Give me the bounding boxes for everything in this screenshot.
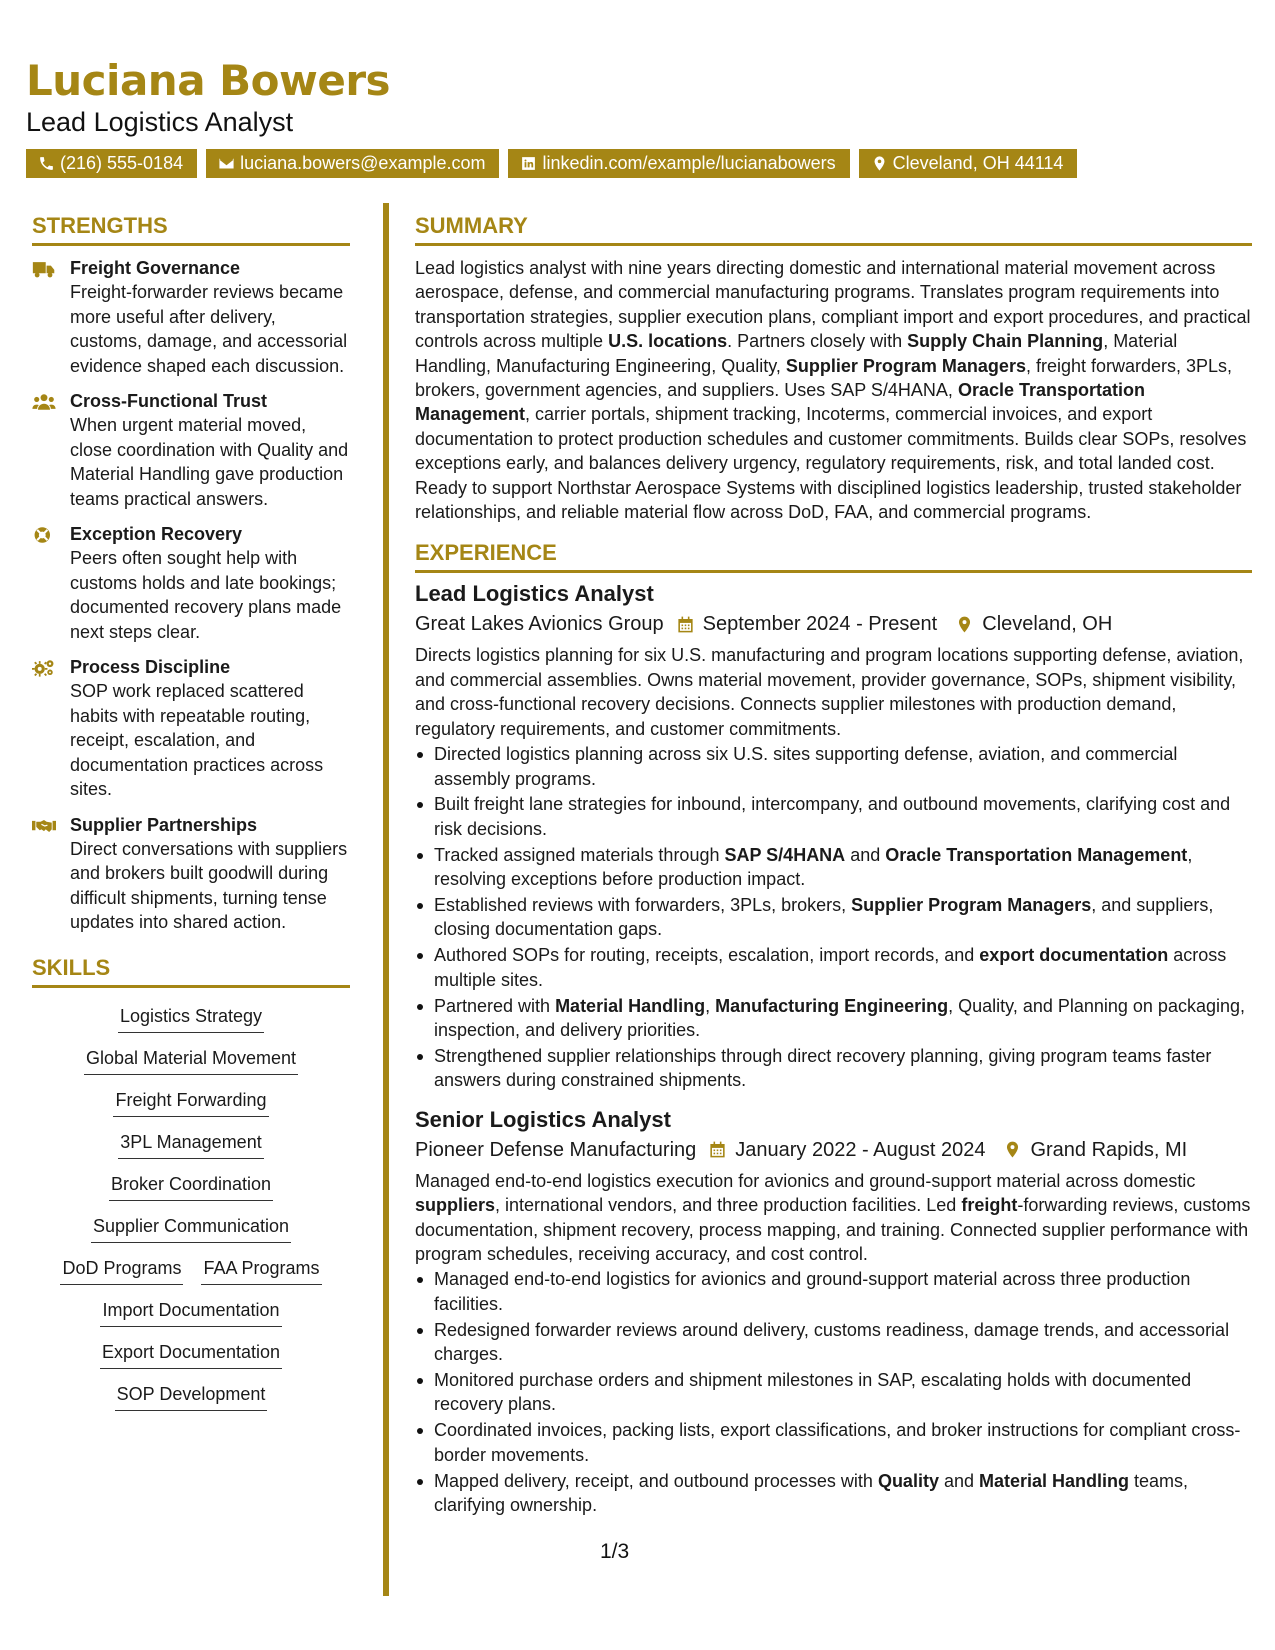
job-dates: January 2022 - August 2024 [735, 1138, 986, 1161]
skill-tag: Global Material Movement [84, 1046, 298, 1075]
emphasis-text: Supplier Program Managers [785, 355, 1026, 376]
job-bullets [415, 1267, 1252, 1517]
contact-email[interactable] [206, 149, 499, 178]
emphasis-text: export documentation [979, 945, 1169, 966]
bullet-item: Authored SOPs for routing, receipts, escalation, import records, and export documentation across multiple sites. [415, 943, 1252, 992]
strength-item [32, 522, 350, 644]
strength-title: Exception Recovery [70, 524, 243, 544]
emphasis-text: SAP S/4HANA [724, 844, 846, 865]
skill-tag: Broker Coordination [109, 1172, 273, 1201]
handshake-icon [32, 816, 56, 836]
strength-item [32, 389, 350, 511]
job-location: Grand Rapids, MI [1030, 1138, 1188, 1161]
emphasis-text: freight [961, 1195, 1018, 1216]
strength-desc: Peers often sought help with customs holds and late bookings; documented recovery plans made next steps clear. [70, 548, 342, 642]
candidate-title: Lead Logistics Analyst [26, 107, 294, 138]
bullet-item: Established reviews with forwarders, 3PLs, brokers, Supplier Program Managers, and suppliers, closing documentation gaps. [415, 893, 1252, 942]
emphasis-text: Supply Chain Planning [907, 331, 1104, 352]
emphasis-text: suppliers [415, 1195, 496, 1216]
emphasis-text: Oracle Transportation Management [415, 380, 1145, 425]
contact-linkedin[interactable] [508, 149, 849, 178]
contact-email-text: luciana.bowers@example.com [240, 152, 486, 173]
skills-section [32, 955, 350, 1411]
emphasis-text: Material Handling [979, 1470, 1130, 1491]
contact-location-text: Cleveland, OH 44114 [892, 152, 1064, 173]
strength-desc: When urgent material moved, close coordination with Quality and Material Handling gave production teams practical answers. [70, 415, 349, 509]
emphasis-text: U.S. locations [608, 331, 728, 352]
resume-header [26, 58, 1249, 178]
skill-tag: Supplier Communication [91, 1214, 291, 1243]
bullet-item: Mapped delivery, receipt, and outbound processes with Quality and Material Handling teams, clarifying ownership. [415, 1469, 1252, 1518]
emphasis-text: Supplier Program Managers [851, 895, 1092, 916]
job-location: Cleveland, OH [982, 613, 1113, 636]
job-meta [415, 1135, 1252, 1165]
contact-linkedin-text: linkedin.com/example/lucianabowers [542, 152, 836, 173]
job-bullets [415, 742, 1252, 1093]
column-divider [383, 203, 389, 1596]
strength-item [32, 256, 350, 378]
emphasis-text: Quality [877, 1470, 939, 1491]
candidate-name: Luciana Bowers [26, 56, 391, 105]
contact-bar [26, 149, 1249, 178]
skill-tag: DoD Programs [60, 1256, 183, 1285]
bullet-item: Partnered with Material Handling, Manufacturing Engineering, Quality, and Planning on packaging, inspection, and delivery priorities. [415, 994, 1252, 1043]
bullet-item: Directed logistics planning across six U.S. sites supporting defense, aviation, and commercial assembly programs. [415, 742, 1252, 791]
skill-tag: Export Documentation [100, 1340, 282, 1369]
job-company: Great Lakes Avionics Group [415, 613, 664, 636]
phone-icon [38, 155, 55, 172]
map-pin-icon [871, 155, 888, 172]
contact-phone-text: (216) 555-0184 [60, 152, 184, 173]
job-title: Senior Logistics Analyst [415, 1106, 671, 1132]
strength-title: Cross-Functional Trust [70, 391, 268, 411]
left-column [32, 213, 350, 1424]
map-pin-icon [955, 614, 974, 635]
emphasis-text: Oracle Transportation Management [885, 844, 1188, 865]
emphasis-text: Material Handling [555, 995, 706, 1016]
job-description: Managed end-to-end logistics execution for avionics and ground-support material across domestic suppliers, international vendors, and three production facilities. Led freight-forwarding reviews, customs documentation, shipment recovery, process mapping, and training. Connected supplier performance with program schedules, receiving accuracy, and cost control. [415, 1170, 1251, 1264]
envelope-icon [218, 155, 235, 172]
right-column [415, 213, 1252, 1529]
job-company: Pioneer Defense Manufacturing [415, 1138, 697, 1161]
job-entry [415, 579, 1252, 1092]
strength-item [32, 813, 350, 935]
job-description: Directs logistics planning for six U.S. manufacturing and program locations supporting defense, aviation, and commercial assemblies. Owns material movement, provider governance, SOPs, shipment visibility, and cross-functional recovery decisions. Connects supplier milestones with production demand, regulatory requirements, and customer commitments. [415, 645, 1244, 739]
skill-tag: 3PL Management [118, 1130, 263, 1159]
strengths-heading: STRENGTHS [32, 213, 350, 246]
strength-title: Supplier Partnerships [70, 814, 258, 835]
truck-icon [32, 259, 56, 279]
calendar-icon [708, 1140, 727, 1159]
skill-tag: Logistics Strategy [118, 1004, 264, 1033]
bullet-item: Built freight lane strategies for inbound, intercompany, and outbound movements, clarifying cost and risk decisions. [415, 792, 1252, 841]
contact-phone[interactable] [26, 149, 197, 178]
skill-tag: SOP Development [115, 1382, 268, 1411]
job-meta [415, 609, 1252, 639]
gears-icon [32, 658, 56, 678]
summary-text: Lead logistics analyst with nine years directing domestic and international material movement across aerospace, defense, and commercial manufacturing programs. Translates program requirements into transportation strategies, supplier execution plans, compliant import and export procedures, and practical controls across multiple U.S. locations. Partners closely with Supply Chain Planning, Material Handling, Manufacturing Engineering, Quality, Supplier Program Managers, freight forwarders, 3PLs, brokers, government agencies, and suppliers. Uses SAP S/4HANA, Oracle Transportation Management, carrier portals, shipment tracking, Incoterms, commercial invoices, and export documentation to protect production schedules and customer commitments. Builds clear SOPs, resolves exceptions early, and balances delivery urgency, regulatory requirements, risk, and total landed cost. Ready to support Northstar Aerospace Systems with disciplined logistics leadership, trusted stakeholder relationships, and reliable material flow across DoD, FAA, and commercial programs. [415, 258, 1251, 523]
summary-heading: SUMMARY [415, 213, 1252, 246]
bullet-item: Coordinated invoices, packing lists, export classifications, and broker instructions for compliant cross-border movements. [415, 1418, 1252, 1467]
strength-item [32, 655, 350, 802]
linkedin-icon [520, 155, 537, 172]
map-pin-icon [1003, 1139, 1022, 1160]
job-dates: September 2024 - Present [702, 613, 938, 636]
strength-desc: SOP work replaced scattered habits with repeatable routing, receipt, escalation, and documentation practices across sites. [70, 681, 324, 799]
life-ring-icon [32, 525, 56, 545]
job-entry [415, 1105, 1252, 1518]
bullet-item: Tracked assigned materials through SAP S/4HANA and Oracle Transportation Management, resolving exceptions before production impact. [415, 843, 1252, 892]
job-title: Lead Logistics Analyst [415, 581, 654, 607]
calendar-icon [676, 615, 695, 634]
emphasis-text: Manufacturing Engineering [715, 995, 949, 1016]
page-number: 1/3 [600, 1540, 630, 1563]
skills-heading: SKILLS [32, 955, 350, 988]
bullet-item: Monitored purchase orders and shipment milestones in SAP, escalating holds with documented recovery plans. [415, 1368, 1252, 1417]
skill-tag: Freight Forwarding [113, 1088, 268, 1117]
strength-desc: Direct conversations with suppliers and brokers built goodwill during difficult shipments, turning tense updates into shared action. [70, 838, 348, 932]
contact-location [859, 149, 1078, 178]
strength-title: Freight Governance [70, 258, 241, 278]
skill-tag: FAA Programs [201, 1256, 321, 1285]
bullet-item: Redesigned forwarder reviews around delivery, customs readiness, damage trends, and accessorial charges. [415, 1318, 1252, 1367]
bullet-item: Strengthened supplier relationships through direct recovery planning, giving program teams faster answers during constrained shipments. [415, 1044, 1252, 1093]
experience-heading: EXPERIENCE [415, 540, 1252, 573]
strength-title: Process Discipline [70, 657, 231, 677]
skill-tag: Import Documentation [100, 1298, 281, 1327]
bullet-item: Managed end-to-end logistics for avionics and ground-support material across three production facilities. [415, 1267, 1252, 1316]
strength-desc: Freight-forwarder reviews became more useful after delivery, customs, damage, and accessorial evidence shaped each discussion. [70, 282, 348, 376]
users-icon [32, 392, 56, 412]
